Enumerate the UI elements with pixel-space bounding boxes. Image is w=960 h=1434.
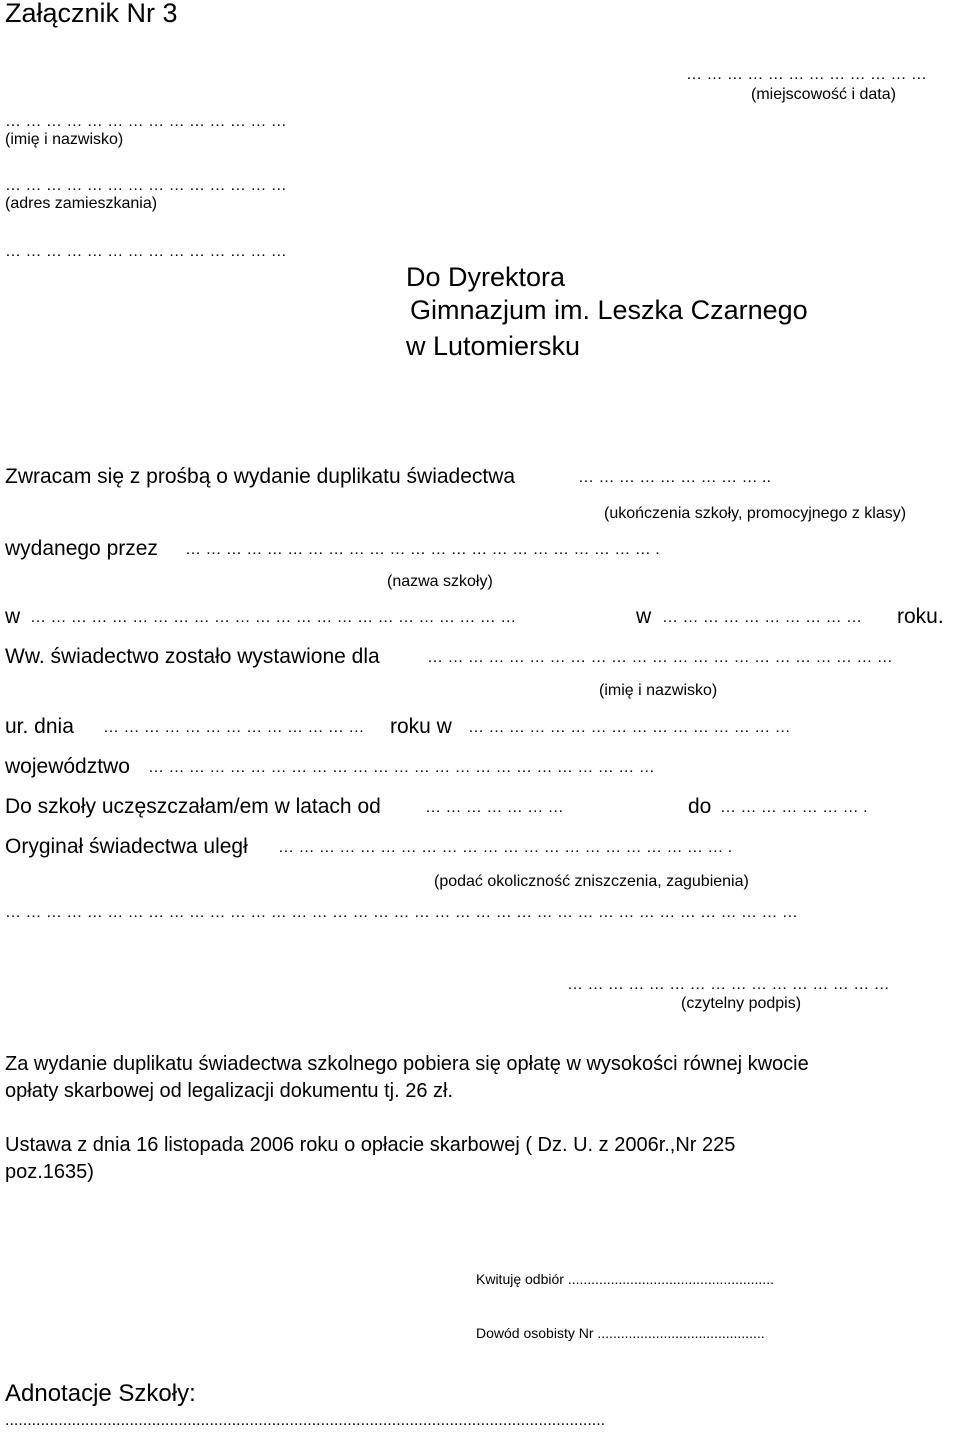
recipient-line-3: w Lutomiersku [406,331,581,361]
location-prefix-2: w [636,605,652,628]
attended-label: Do szkoły uczęszczałam/em w latach od [5,795,381,818]
issued-for-dots: … … … … … … … … … … … … … … … … … … … … … … … [427,649,893,666]
recipient-line-2: Gimnazjum im. Leszka Czarnego [410,295,808,325]
address-dots-2: … … … … … … … … … … … … … … [5,243,287,260]
school-notes-title: Adnotacje Szkoły: [5,1380,196,1407]
original-dots: … … … … … … … … … … … … … … … … … … … … … … . [278,839,733,856]
attended-from-dots: … … … … … … … [425,799,564,816]
voivodeship-dots: … … … … … … … … … … … … … … … … … … … … … … … … … [148,759,655,776]
year-suffix: roku. [897,605,944,628]
receipt-confirmation: Kwituję odbiór ..................................................... [476,1271,774,1287]
issued-for-label: Ww. świadectwo zostało wystawione dla [5,645,380,668]
request-text: Zwracam się z prośbą o wydanie duplikatu świadectwa [5,465,516,488]
request-dots: … … … … … … … … … .. [578,469,771,486]
birth-place-dots: … … … … … … … … … … … … … … … … [468,719,791,736]
birth-date-label: ur. dnia [5,715,74,738]
original-label: Oryginał świadectwa uległ [5,835,248,858]
place-date-dots: … … … … … … … … … … … … [686,66,927,83]
school-notes-dots: ....................................................................................................................................... [5,1412,606,1429]
issued-by-dots: … … … … … … … … … … … … … … … … … … … … … … … . [185,541,660,558]
signature-label: (czytelny podpis) [681,995,802,1012]
attachment-title: Załącznik Nr 3 [5,0,178,28]
attended-to-dots: … … … … … … … . [720,799,868,816]
location-dots: … … … … … … … … … … … … … … … … … … … … … … … … [30,609,517,626]
name-dots: … … … … … … … … … … … … … … [5,113,287,130]
attended-to-label: do [688,795,712,818]
fee-note-line-2: opłaty skarbowej od legalizacji dokumentu tj. 26 zł. [5,1080,454,1102]
school-name-label: (nazwa szkoły) [387,573,493,590]
person-name-label: (imię i nazwisko) [599,682,718,699]
voivodeship-label: województwo [5,755,130,778]
request-label: (ukończenia szkoły, promocyjnego z klasy) [604,505,907,522]
address-label: (adres zamieszkania) [5,195,158,212]
law-note-line-2: poz.1635) [5,1161,94,1183]
birth-date-dots: … … … … … … … … … … … … … [103,719,365,736]
id-card-number: Dowód osobisty Nr ........................................... [476,1325,765,1341]
place-date-label: (miejscowość i data) [751,86,896,103]
issued-by-label: wydanego przez [5,537,158,560]
fee-note-line-1: Za wydanie duplikatu świadectwa szkolnego pobiera się opłatę w wysokości równej kwocie [5,1053,809,1075]
signature-dots: … … … … … … … … … … … … … … … … [567,976,890,993]
address-dots: … … … … … … … … … … … … … … [5,177,287,194]
name-label: (imię i nazwisko) [5,131,124,148]
circumstances-dots: … … … … … … … … … … … … … … … … … … … … … … … … … … … … … … … … … … … … … … … [5,904,798,921]
year-dots: … … … … … … … … … … [662,609,863,626]
recipient-line-1: Do Dyrektora [406,262,566,292]
birth-place-label: roku w [390,715,452,738]
circumstances-label: (podać okoliczność zniszczenia, zagubienia) [434,873,749,890]
location-prefix: w [5,605,21,628]
law-note-line-1: Ustawa z dnia 16 listopada 2006 roku o opłacie skarbowej ( Dz. U. z 2006r.,Nr 225 [5,1134,736,1156]
